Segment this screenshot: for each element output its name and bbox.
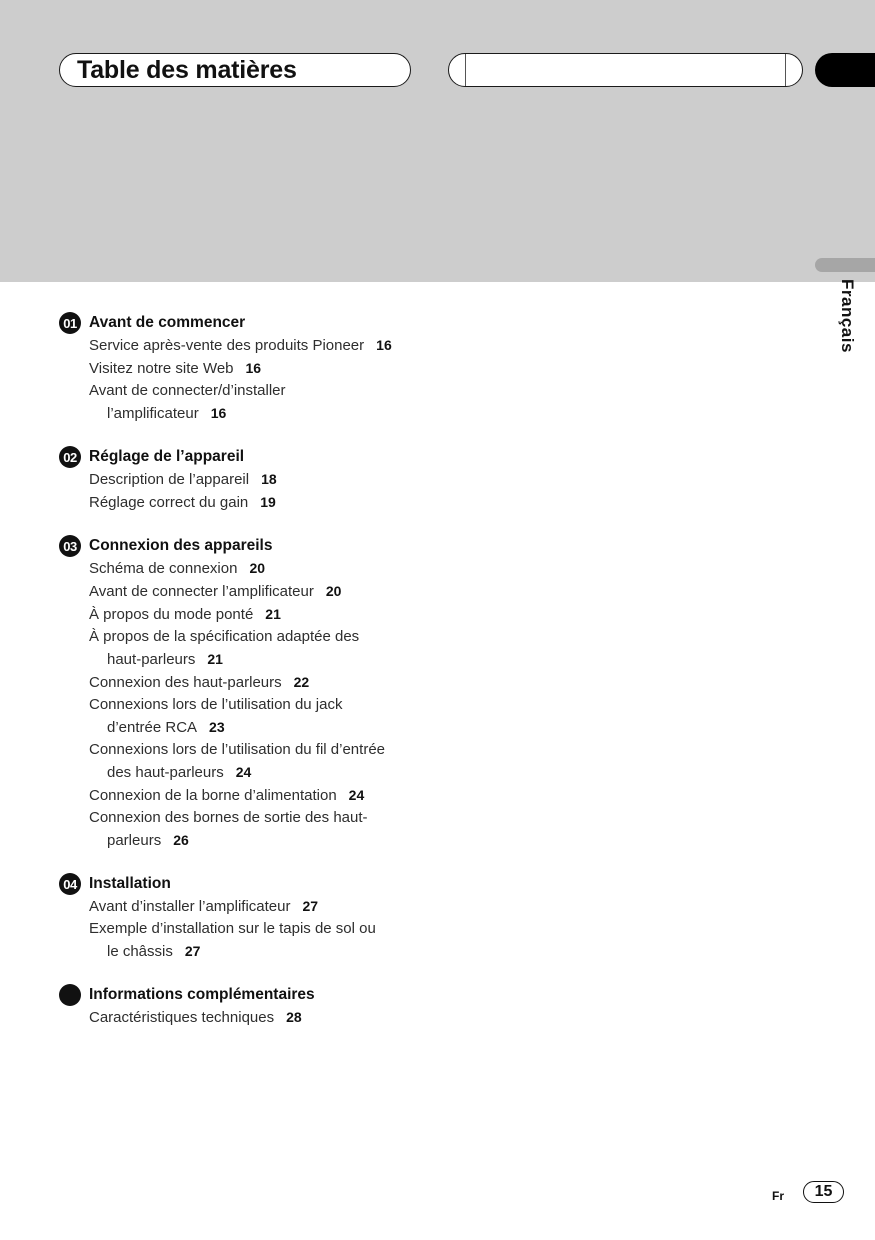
toc-section [59, 535, 499, 852]
entry-text: des haut-parleurs [107, 764, 224, 781]
toc-entry[interactable] [89, 694, 499, 739]
entry-text: Service après-vente des produits Pioneer [89, 337, 365, 354]
entry-page-number: 16 [210, 405, 227, 421]
toc-entry[interactable] [89, 468, 499, 491]
entry-page-number: 16 [245, 360, 262, 376]
toc-entry[interactable] [89, 334, 499, 357]
entry-text: haut-parleurs [107, 651, 196, 668]
entry-continuation [89, 402, 499, 425]
toc-entry[interactable] [89, 1006, 499, 1029]
entry-continuation [89, 829, 499, 852]
entry-text: parleurs [107, 832, 162, 849]
section-entries [89, 1006, 499, 1029]
section-heading[interactable] [59, 312, 499, 334]
section-title: Avant de commencer [89, 314, 246, 331]
entry-text: Caractéristiques techniques [89, 1009, 275, 1026]
toc-entry[interactable] [89, 895, 499, 918]
entry-page-number: 22 [293, 674, 310, 690]
toc-entry[interactable] [89, 918, 499, 963]
toc-entry[interactable] [89, 626, 499, 671]
toc-section [59, 446, 499, 514]
entry-text: Connexions lors de l’utilisation du fil d’entrée [89, 741, 386, 758]
section-entries [89, 895, 499, 963]
section-title: Réglage de l’appareil [89, 448, 245, 465]
entry-page-number: 23 [209, 719, 225, 735]
entry-continuation [89, 716, 499, 739]
section-heading[interactable] [59, 873, 499, 895]
entry-text: À propos de la spécification adaptée des [89, 628, 360, 645]
toc-section [59, 873, 499, 963]
entry-text: Avant d’installer l’amplificateur [89, 898, 291, 915]
language-label: Français [838, 279, 857, 353]
section-title: Installation [89, 875, 171, 892]
blank-header-pill [448, 53, 803, 87]
entry-page-number: 20 [325, 583, 342, 599]
table-of-contents [59, 312, 499, 1050]
entry-page-number: 20 [249, 560, 266, 576]
toc-entry[interactable] [89, 603, 499, 626]
entry-text: Connexion des bornes de sortie des haut- [89, 809, 368, 826]
entry-text: Visitez notre site Web [89, 360, 234, 377]
entry-page-number: 24 [235, 764, 252, 780]
toc-entry[interactable] [89, 671, 499, 694]
entry-page-number: 24 [348, 787, 365, 803]
entry-text: Connexion de la borne d’alimentation [89, 787, 337, 804]
entry-continuation [89, 940, 499, 963]
toc-entry[interactable] [89, 739, 499, 784]
entry-text: Réglage correct du gain [89, 494, 249, 511]
entry-page-number: 28 [286, 1009, 302, 1025]
entry-text: À propos du mode ponté [89, 606, 254, 623]
entry-text: Schéma de connexion [89, 560, 238, 577]
section-number-badge [59, 984, 81, 1006]
toc-entry[interactable] [89, 491, 499, 514]
section-title: Informations complémentaires [89, 986, 315, 1003]
entry-page-number: 21 [207, 651, 223, 667]
entry-text: le châssis [107, 943, 173, 960]
entry-continuation [89, 761, 499, 784]
entry-text: l’amplificateur [107, 405, 199, 422]
section-title: Connexion des appareils [89, 537, 273, 554]
entry-continuation [89, 648, 499, 671]
entry-page-number: 21 [265, 606, 281, 622]
language-side-tab [815, 258, 875, 272]
section-heading[interactable] [59, 446, 499, 468]
entry-text: Avant de connecter/d’installer [89, 382, 286, 399]
section-heading[interactable] [59, 535, 499, 557]
section-entries [89, 468, 499, 514]
entry-page-number: 16 [376, 337, 392, 353]
entry-page-number: 27 [302, 898, 319, 914]
page-title: Table des matières [77, 56, 297, 84]
entry-text: Connexions lors de l’utilisation du jack [89, 696, 343, 713]
entry-text: Avant de connecter l’amplificateur [89, 583, 314, 600]
entry-text: Exemple d’installation sur le tapis de sol ou [89, 920, 376, 937]
section-number-badge: 02 [59, 446, 81, 468]
toc-section [59, 312, 499, 425]
page-number: 15 [803, 1181, 844, 1203]
toc-section [59, 984, 499, 1029]
section-heading[interactable] [59, 984, 499, 1006]
entry-page-number: 19 [260, 494, 276, 510]
toc-entry[interactable] [89, 357, 499, 380]
toc-entry[interactable] [89, 784, 499, 807]
header-band [0, 0, 875, 282]
entry-page-number: 26 [173, 832, 189, 848]
toc-entry[interactable] [89, 807, 499, 852]
toc-entry[interactable] [89, 380, 499, 425]
section-number-badge: 03 [59, 535, 81, 557]
entry-text: Description de l’appareil [89, 471, 250, 488]
section-entries [89, 334, 499, 425]
toc-entry[interactable] [89, 557, 499, 580]
black-header-tab [815, 53, 875, 87]
toc-entry[interactable] [89, 580, 499, 603]
section-entries [89, 557, 499, 852]
section-number-badge: 04 [59, 873, 81, 895]
entry-text: d’entrée RCA [107, 719, 198, 736]
section-number-badge: 01 [59, 312, 81, 334]
entry-page-number: 18 [261, 471, 277, 487]
entry-page-number: 27 [184, 943, 201, 959]
entry-text: Connexion des haut-parleurs [89, 674, 282, 691]
footer-language-code: Fr [772, 1189, 784, 1203]
title-pill [59, 53, 411, 87]
